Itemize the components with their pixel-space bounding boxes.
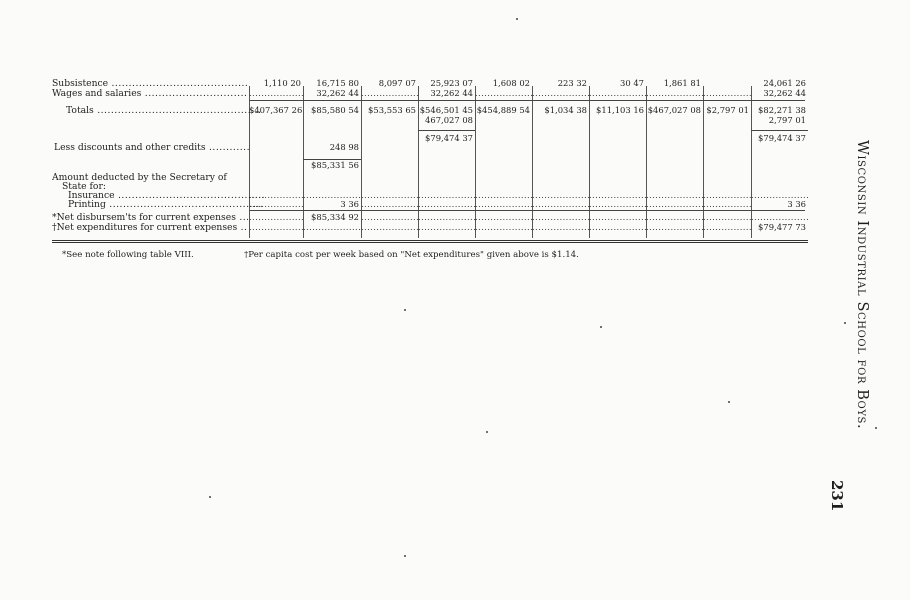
table-cell — [646, 88, 703, 99]
row-label: Totals ..... — [52, 105, 262, 116]
table-cell — [646, 160, 703, 171]
table-row — [52, 88, 808, 99]
table-row — [52, 160, 808, 171]
page-number: 231 — [828, 480, 846, 512]
scan-speck — [209, 496, 211, 498]
table-cell — [703, 199, 751, 210]
table-cell: $53,553 65 — [368, 105, 416, 115]
table-cell: $546,501 45 — [419, 105, 473, 115]
table-cell — [532, 222, 589, 233]
table-cell — [249, 160, 303, 171]
table-cell — [751, 160, 808, 171]
scan-speck — [404, 555, 406, 557]
table-cell — [249, 199, 303, 210]
table-cell: $467,027 08 — [647, 105, 701, 115]
table-cell — [532, 160, 589, 171]
table-cell — [303, 115, 361, 126]
table-cell: $79,474 37 — [425, 133, 473, 143]
table-cell — [751, 142, 808, 153]
footnote-table-note: *See note following table VIII. — [62, 250, 194, 260]
scan-speck — [728, 401, 730, 403]
table-cell: 467,027 08 — [425, 115, 473, 125]
table-cell: $79,474 37 — [758, 133, 806, 143]
table-cell: 3 36 — [787, 199, 806, 209]
table-cell: $82,271 38 — [758, 105, 806, 115]
table-row — [52, 222, 808, 233]
row-label: Subsistence ..... — [52, 78, 248, 89]
table-cell — [475, 222, 532, 233]
row-label: *Net disbursem'ts for current expenses ..... — [52, 212, 248, 223]
row-label: Insurance ..... — [52, 190, 264, 201]
table-cell — [475, 142, 532, 153]
row-label — [52, 115, 248, 126]
table-cell — [646, 115, 703, 126]
table-cell: 16,715 80 — [316, 78, 359, 88]
table-cell: 24,061 26 — [763, 78, 806, 88]
table-cell: 1,110 20 — [263, 78, 301, 88]
table-cell: 32,262 44 — [316, 88, 359, 98]
table-cell — [418, 142, 475, 153]
table-cell — [646, 142, 703, 153]
table-cell: $2,797 01 — [706, 105, 749, 115]
table-cell: $11,103 16 — [596, 105, 644, 115]
table-cell: 32,262 44 — [763, 88, 806, 98]
table-cell — [361, 160, 418, 171]
table-cell — [475, 115, 532, 126]
table-cell: 1,608 02 — [492, 78, 530, 88]
table-cell — [703, 222, 751, 233]
table-cell — [303, 222, 361, 233]
table-cell — [703, 88, 751, 99]
row-label: Printing ..... — [52, 199, 264, 210]
table-cell — [646, 199, 703, 210]
row-label — [52, 160, 248, 171]
table-cell — [249, 222, 303, 233]
table-cell — [646, 222, 703, 233]
table-cell: $79,477 73 — [758, 222, 806, 232]
table-cell: 25,923 07 — [430, 78, 473, 88]
table-cell — [703, 142, 751, 153]
table-cell — [418, 222, 475, 233]
table-cell — [589, 142, 646, 153]
table-cell: $85,580 54 — [311, 105, 359, 115]
table-cell — [589, 115, 646, 126]
table-cell: $85,334 92 — [311, 212, 359, 222]
table-cell — [361, 115, 418, 126]
scan-speck — [516, 18, 518, 20]
scan-speck — [875, 427, 877, 429]
table-cell — [532, 115, 589, 126]
table-cell: $85,331 56 — [311, 160, 359, 170]
row-label: Less discounts and other credits ..... — [52, 142, 250, 153]
table-cell — [589, 88, 646, 99]
table-cell — [532, 88, 589, 99]
table-cell: $1,034 38 — [544, 105, 587, 115]
table-cell — [249, 115, 303, 126]
scan-speck — [600, 326, 602, 328]
row-label: State for: — [62, 181, 106, 192]
table-cell — [589, 199, 646, 210]
table-cell: 32,262 44 — [430, 88, 473, 98]
scan-speck — [486, 431, 488, 433]
table-cell — [589, 160, 646, 171]
table-cell — [361, 142, 418, 153]
table-cell — [703, 115, 751, 126]
scan-speck — [844, 322, 846, 324]
table-cell: $407,367 26 — [249, 105, 303, 115]
table-cell: 248 98 — [329, 142, 359, 152]
table-row — [52, 199, 808, 210]
table-cell — [418, 199, 475, 210]
table-cell — [589, 222, 646, 233]
table-cell: 1,861 81 — [663, 78, 701, 88]
table-cell — [475, 160, 532, 171]
row-label: Amount deducted by the Secretary of — [52, 172, 227, 183]
table-row — [52, 142, 808, 153]
running-head: Wisconsin Industrial School for Boys. — [854, 140, 870, 430]
table-cell — [249, 142, 303, 153]
table-cell — [475, 199, 532, 210]
row-label: Wages and salaries ..... — [52, 88, 248, 99]
scan-speck — [404, 309, 406, 311]
table-cell — [475, 88, 532, 99]
table-cell — [361, 199, 418, 210]
table-cell — [418, 160, 475, 171]
table-cell — [361, 88, 418, 99]
table-cell — [703, 160, 751, 171]
footnote-per-capita: †Per capita cost per week based on "Net expenditures" given above is $1.14. — [244, 250, 579, 260]
table-row — [52, 115, 808, 126]
table-cell: 30 47 — [620, 78, 644, 88]
table-cell: $454,889 54 — [476, 105, 530, 115]
table-cell — [532, 142, 589, 153]
table-cell: 8,097 07 — [378, 78, 416, 88]
table-cell — [532, 199, 589, 210]
table-cell: 2,797 01 — [768, 115, 806, 125]
table-cell: 3 36 — [340, 199, 359, 209]
table-cell: 223 32 — [557, 78, 587, 88]
table-cell — [361, 222, 418, 233]
row-label: †Net expenditures for current expenses ..... — [52, 222, 248, 233]
table-cell — [249, 88, 303, 99]
